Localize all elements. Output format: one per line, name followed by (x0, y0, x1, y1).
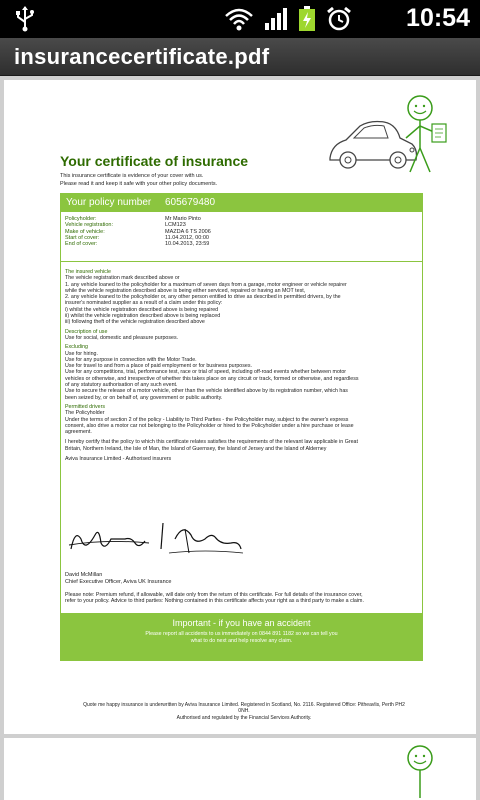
title-bar (0, 38, 480, 76)
wifi-icon (224, 7, 254, 31)
refund-note: Please note: Premium refund, if allowable, will date only from the return of this certificate. For full details of the insurance cover, refer to your policy. Advice to third parties: Nothing contained in this certificate affects your right as a third party to make a claim. (65, 592, 364, 605)
signer-name: David McMillan (65, 572, 103, 578)
alarm-icon (326, 6, 352, 32)
usb-icon (14, 6, 36, 32)
pdf-page-next (4, 738, 476, 800)
signal-icon (264, 7, 288, 31)
detail-row: Make of vehicle: MAZDA 6 TS 2006 (65, 228, 211, 235)
section-heading: The insured vehicle (65, 269, 111, 275)
certificate-body: The insured vehicle The vehicle registration mark described above or 1. any vehicle loaned to the policyholder for a maximum of seven days from a garage, motor engineer or vehicle repairer while the vehicle registration described above is being either serviced, repaired or having an MOT test, 2. any vehicle loaned to the policyholder or, any other person entitled to drive as described in permitted drivers, by the insurer's nominated supplier as a result of a claim under this policy: i) whilst the vehicle registration described above is being repaired ii) whilst the vehicle registration described above is being replaced iii) following theft of the vehicle registration described above Description of use Use for social, domestic and pleasure purposes. Excluding Use for hiring. Use for any purpose in connection with the Motor Trade. Use for travel to and from a place of paid employment or for business purposes. Use for any competitions, trial, performance test, race or trial of speed, including off-road events whether between motor vehicles or otherwise, and irrespective of whether this takes place on any circuit or track, formed or otherwise, and regardless of any statutory authorisation of any such event. Use to secure the release of a motor vehicle, other than the vehicle identified above by its registration number, which has been seized by, or on behalf of, any government or public authority. Permitted drivers The Policyholder Under the terms of section 2 of the policy - Liability to Third Parties - the Policyholder may, subject to the owner's express consent, also drive a motor car not belonging to the Policyholder or hired to the Policyholder under a hire purchase or lease agreement. I hereby certify that the policy to which this certificate relates satisfies the requirements of the relevant law applicable in Great Britain, Northern Ireland, the Isle of Man, the Island of Guernsey, the Island of Jersey and the Island of Alderney Aviva Insurance Limited - Authorised insurers (65, 266, 418, 462)
policy-number-bar (61, 194, 422, 212)
intro-text: This insurance certificate is evidence of your cover with us. Please read it and keep it safe with your other policy documents. (60, 173, 218, 187)
battery-charging-icon (298, 6, 316, 32)
pdf-page (4, 80, 476, 734)
detail-row: Start of cover: 11.04.2012, 00:00 (65, 234, 209, 241)
insurer-line: Aviva Insurance Limited - Authorised insurers (65, 456, 172, 463)
smiley-figure-illustration (396, 744, 458, 800)
certificate-heading: Your certificate of insurance (60, 153, 249, 169)
document-title: insurancecertificate.pdf (14, 44, 270, 69)
accident-banner (61, 613, 422, 661)
section-heading: Excluding (65, 344, 88, 351)
status-bar (0, 0, 480, 38)
accident-text: Please report all accidents to us immediately on 0844 891 1182 so we can tell you what to do next and help resolve any claim. (145, 631, 338, 644)
detail-row: End of cover: 10.04.2013, 23:59 (65, 241, 210, 248)
signer-block (65, 572, 172, 585)
section-heading: Permitted drivers (65, 403, 106, 410)
pdf-viewer[interactable] (0, 76, 480, 800)
page-footer: Quote me happy insurance is underwritten by Aviva Insurance Limited. Registered in Scotland, No. 2116. Registered Office: Pitheavlis, Perth PH2 0NH. Authorised and regulated by the Financial Services Authority. (83, 702, 405, 721)
accident-heading: Important - if you have an accident (172, 618, 311, 628)
policy-details (65, 216, 420, 247)
signer-title: Chief Executive Officer, Aviva UK Insurance (65, 578, 172, 585)
smiley-figure-illustration (396, 94, 458, 176)
signature-image (65, 509, 245, 559)
policy-number-label: Your policy number (66, 197, 152, 208)
certificate-box (60, 193, 423, 661)
section-heading: Description of use (65, 328, 108, 335)
policy-number: 605679480 (165, 197, 216, 208)
divider (61, 261, 422, 262)
detail-row: Policyholder: Mr Mario Pinto (65, 216, 201, 222)
clock: 10:54 (406, 4, 470, 32)
detail-row: Vehicle registration: LCM123 (65, 222, 186, 229)
